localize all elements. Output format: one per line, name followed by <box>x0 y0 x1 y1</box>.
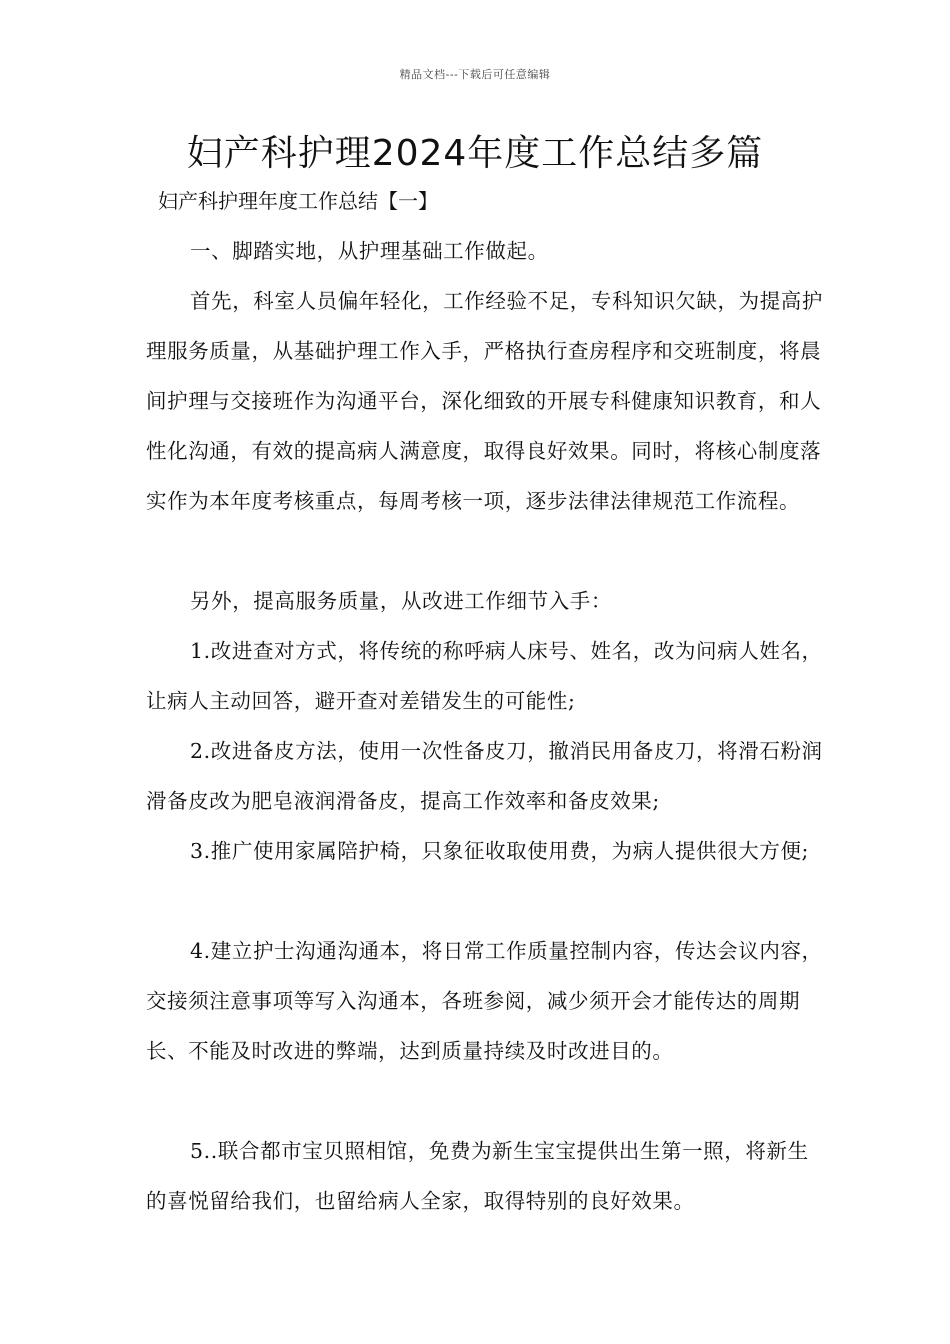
section-subtitle: 妇产科护理年度工作总结【一】 <box>158 189 438 213</box>
list-item-5: 5..联合都市宝贝照相馆，免费为新生宝宝提供出生第一照，将新生的喜悦留给我们，也留给病人全家，取得特别的良好效果。 <box>146 1139 809 1213</box>
list-item-4: 4.建立护士沟通沟通本，将日常工作质量控制内容，传达会议内容，交接须注意事项等写入沟通本，各班参阅，减少须开会才能传达的周期长、不能及时改进的弊端，达到质量持续及时改进目的。 <box>146 939 823 1063</box>
list-item-2: 2.改进备皮方法，使用一次性备皮刀，撤消民用备皮刀，将滑石粉润滑备皮改为肥皂液润滑备皮，提高工作效率和备皮效果; <box>146 739 823 813</box>
document-title: 妇产科护理2024年度工作总结多篇 <box>186 133 764 174</box>
paragraph-intro-improvements: 另外，提高服务质量，从改进工作细节入手： <box>190 589 612 613</box>
list-item-3: 3.推广使用家属陪护椅，只象征收取使用费，为病人提供很大方便; <box>190 839 810 863</box>
paragraph-heading-1: 一、脚踏实地，从护理基础工作做起。 <box>190 239 549 263</box>
paragraph-basics: 首先，科室人员偏年轻化，工作经验不足，专科知识欠缺，为提高护理服务质量，从基础护理工作入手，严格执行查房程序和交班制度，将晨间护理与交接班作为沟通平台，深化细致的开展专科健康知识教育，和人性化沟通，有效的提高病人满意度，取得良好效果。同时，将核心制度落实作为本年度考核重点，每周考核一项，逐步法律法律规范工作流程。 <box>146 289 823 513</box>
header-note: 精品文档---下载后可任意编辑 <box>399 68 551 81</box>
list-item-1: 1.改进查对方式，将传统的称呼病人床号、姓名，改为问病人姓名，让病人主动回答，避开查对差错发生的可能性; <box>146 639 823 713</box>
